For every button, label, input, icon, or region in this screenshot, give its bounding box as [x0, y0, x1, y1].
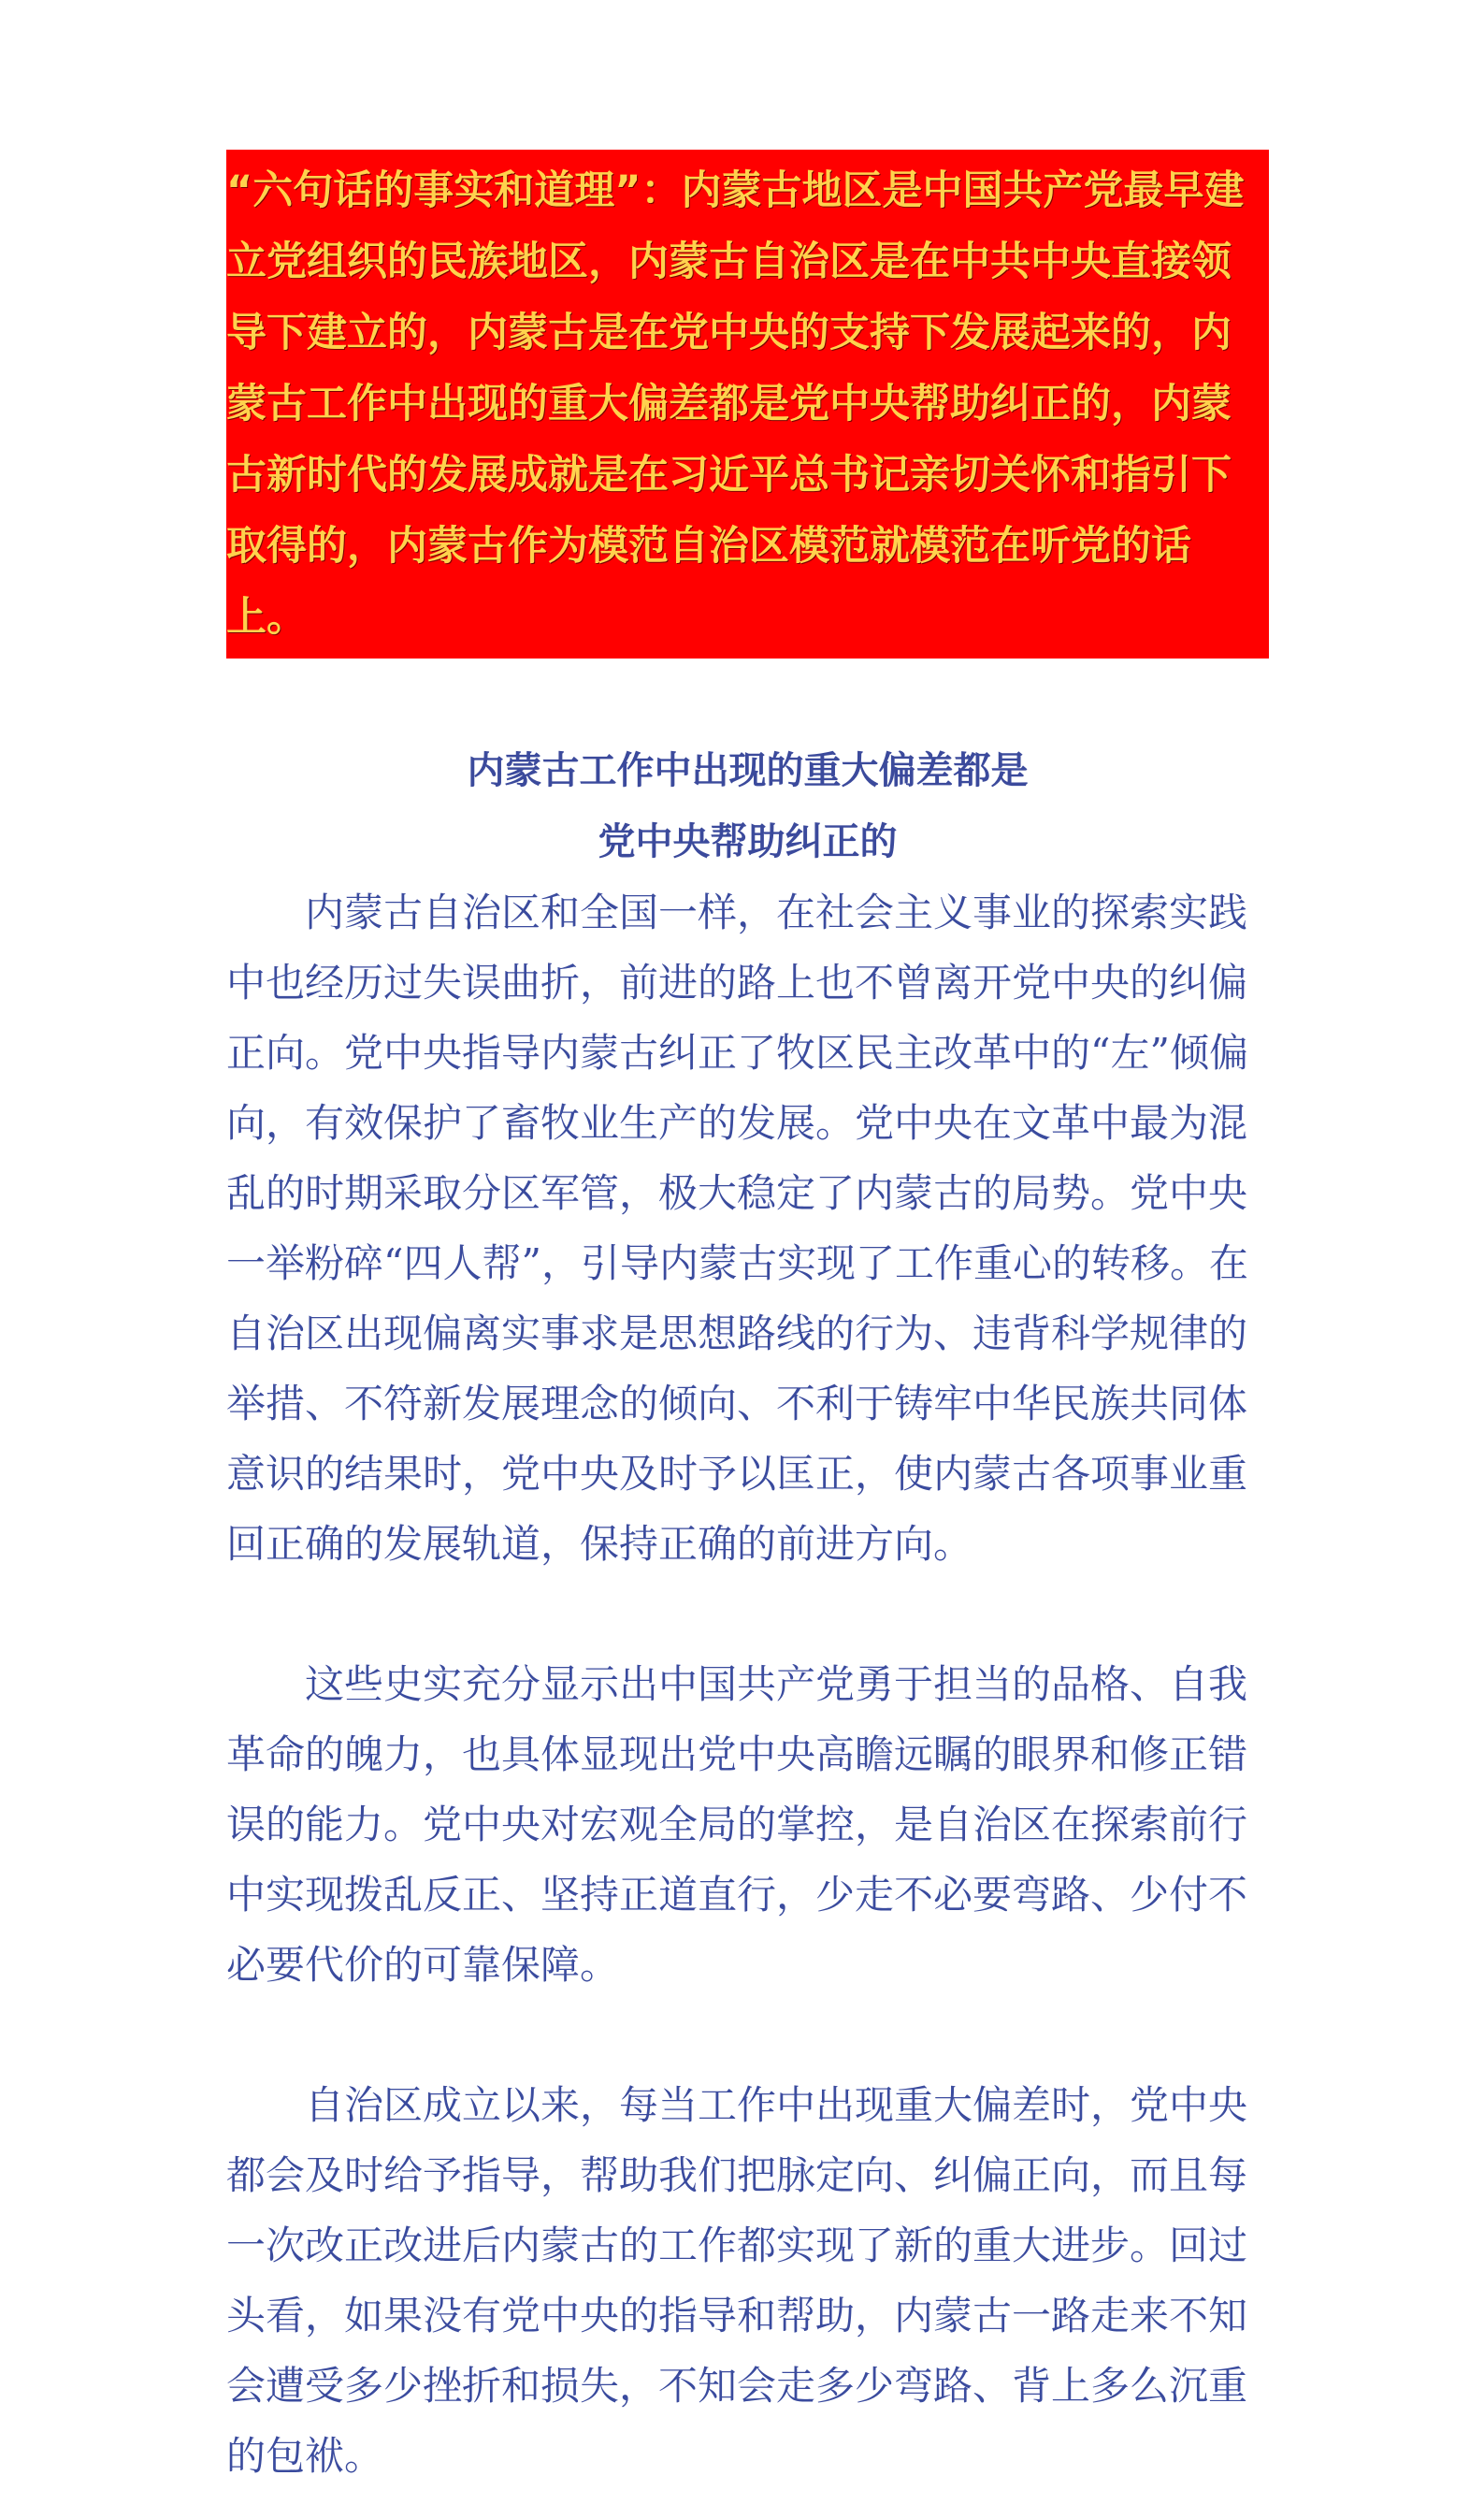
highlight-callout: “六句话的事实和道理”：内蒙古地区是中国共产党最早建立党组织的民族地区，内蒙古自治区是在中共中央直接领导下建立的，内蒙古是在党中央的支持下发展起来的，内蒙古工作中出现的重大偏差都是党中央帮助纠正的，内蒙古新时代的发展成就是在习近平总书记亲切关怀和指引下取得的，内蒙古作为模范自治区模范就模范在听党的话上。: [226, 150, 1269, 659]
section-heading: [226, 735, 1269, 877]
paragraph-3: 自治区成立以来，每当工作中出现重大偏差时，党中央都会及时给予指导，帮助我们把脉定向、纠偏正向，而且每一次改正改进后内蒙古的工作都实现了新的重大进步。回过头看，如果没有党中央的指导和帮助，内蒙古一路走来不知会遭受多少挫折和损失，不知会走多少弯路、背上多么沉重的包袱。: [226, 2082, 1248, 2479]
article: [226, 150, 1269, 2491]
paragraph-2: 这些史实充分显示出中国共产党勇于担当的品格、自我革命的魄力，也具体显现出党中央高瞻远瞩的眼界和修正错误的能力。党中央对宏观全局的掌控，是自治区在探索前行中实现拨乱反正、坚持正道直行，少走不必要弯路、少付不必要代价的可靠保障。: [226, 1661, 1248, 1988]
paragraph-1: 内蒙古自治区和全国一样，在社会主义事业的探索实践中也经历过失误曲折，前进的路上也不曾离开党中央的纠偏正向。党中央指导内蒙古纠正了牧区民主改革中的“左”倾偏向，有效保护了畜牧业生产的发展。党中央在文革中最为混乱的时期采取分区军管，极大稳定了内蒙古的局势。党中央一举粉碎“四人帮”，引导内蒙古实现了工作重心的转移。在自治区出现偏离实事求是思想路线的行为、违背科学规律的举措、不符新发展理念的倾向、不利于铸牢中华民族共同体意识的结果时，党中央及时予以匡正，使内蒙古各项事业重回正确的发展轨道，保持正确的前进方向。: [226, 890, 1248, 1567]
section-heading-line-2: 党中央帮助纠正的: [598, 820, 898, 863]
section-heading-line-1: 内蒙古工作中出现的重大偏差都是: [467, 749, 1029, 792]
